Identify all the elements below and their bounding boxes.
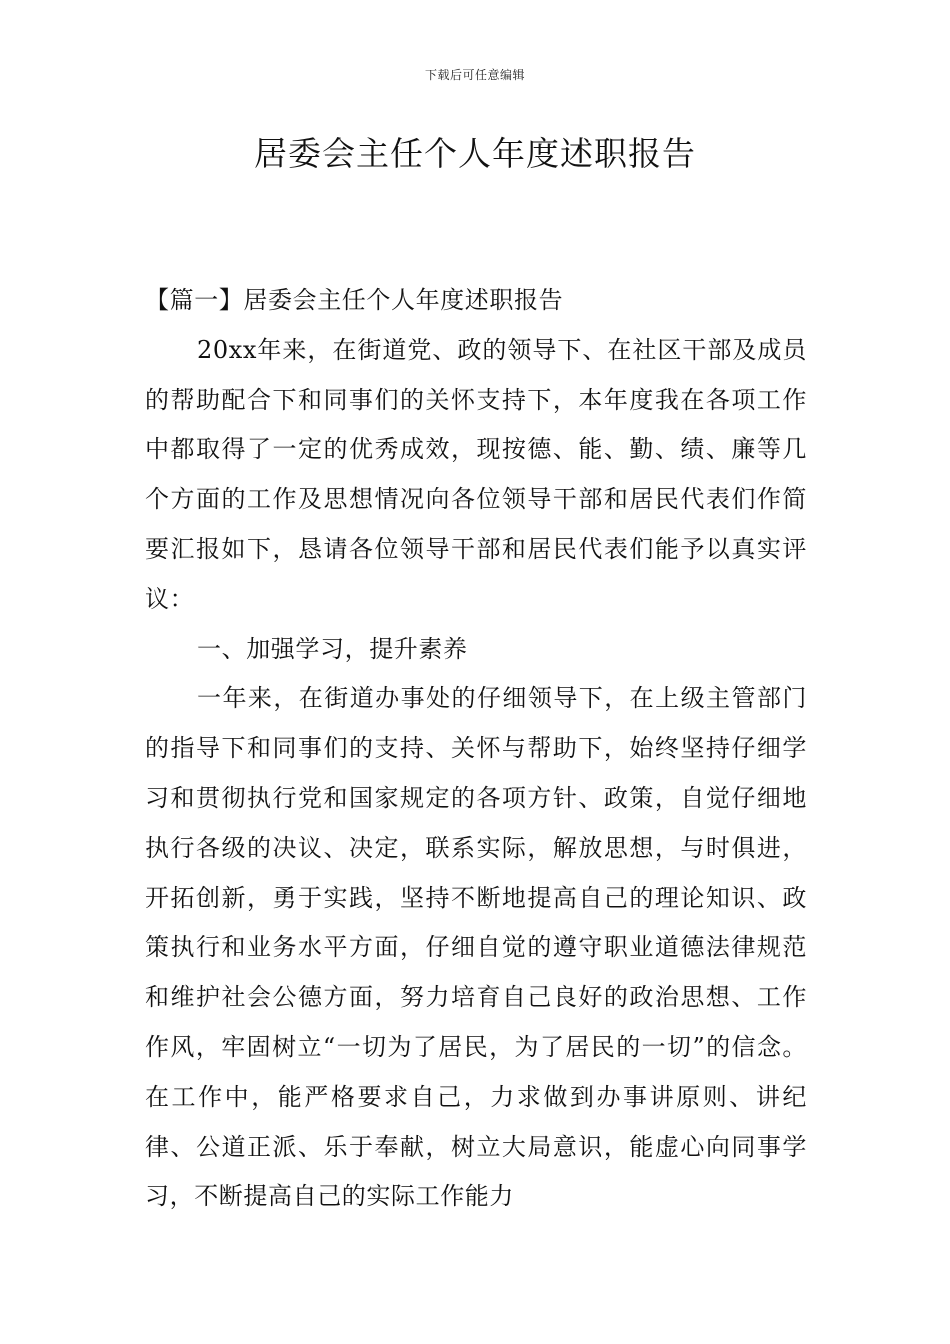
section-label: 【篇一】居委会主任个人年度述职报告: [145, 286, 564, 314]
document-body: [145, 276, 807, 1222]
intro-paragraph: 20xx年来，在街道党、政的领导下、在社区干部及成员的帮助配合下和同事们的关怀支持下，本年度我在各项工作中都取得了一定的优秀成效，现按德、能、勤、绩、廉等几个方面的工作及思想情况向各位领导干部和居民代表们作简要汇报如下，恳请各位领导干部和居民代表们能予以真实评议：: [145, 335, 807, 613]
body-paragraph-1: 一年来，在街道办事处的仔细领导下，在上级主管部门的指导下和同事们的支持、关怀与帮助下，始终坚持仔细学习和贯彻执行党和国家规定的各项方针、政策，自觉仔细地执行各级的决议、决定，联系实际，解放思想，与时俱进，开拓创新，勇于实践，坚持不断地提高自己的理论知识、政策执行和业务水平方面，仔细自觉的遵守职业道德法律规范和维护社会公德方面，努力培育自己良好的政治思想、工作作风，牢固树立“一切为了居民，为了居民的一切”的信念。在工作中，能严格要求自己，力求做到办事讲原则、讲纪律、公道正派、乐于奉献，树立大局意识，能虚心向同事学习，不断提高自己的实际工作能力: [145, 684, 807, 1211]
document-title: 居委会主任个人年度述职报告: [254, 134, 696, 173]
header-note: 下载后可任意编辑: [424, 68, 525, 82]
section-heading-1: 一、加强学习，提升素养: [197, 634, 468, 663]
